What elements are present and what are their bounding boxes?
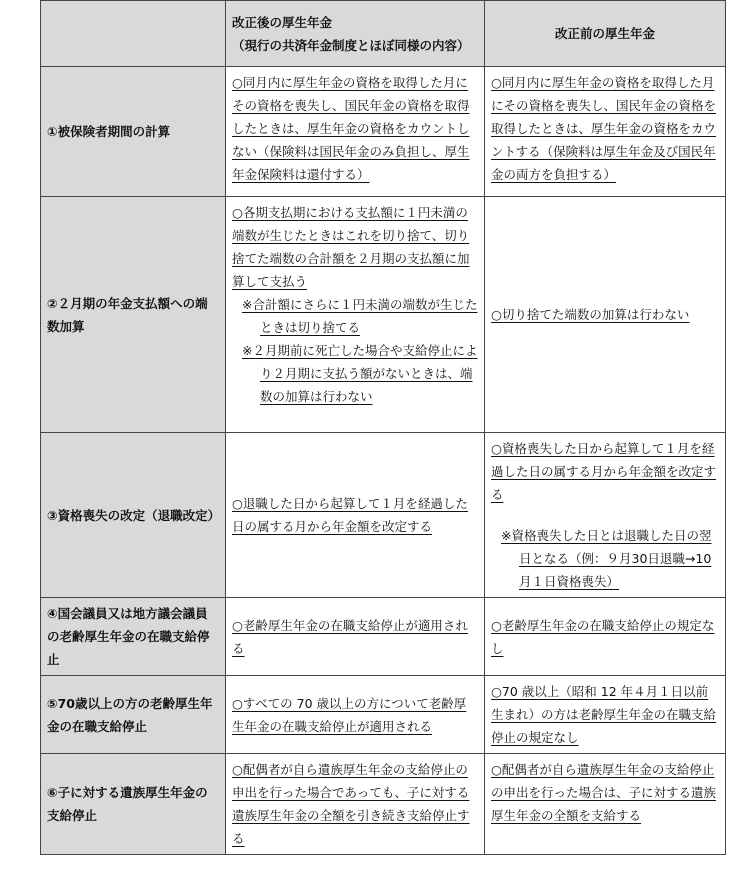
row-before-text: ○配偶者が自ら遺族厚生年金の支給停止の申出を行った場合は、子に対する遺族厚生年金の全額を支給する	[491, 762, 717, 823]
header-after-title: 改正後の厚生年金	[232, 14, 333, 30]
row-label: ⑥子に対する遺族厚生年金の支給停止	[41, 754, 226, 855]
row-after-text: ○同月内に厚生年金の資格を取得した月に その資格を喪失し、国民年金の資格を取得したときは、厚生年金の資格をカウントしない（保険料は国民年金のみ負担し、厚生年金保険料は還付する）	[232, 75, 470, 182]
table-row	[41, 676, 726, 754]
row-label: ③資格喪失の改定（退職改定）	[41, 433, 226, 598]
row-label: ②２月期の年金支払額への端数加算	[41, 197, 226, 433]
row-before-text: ○同月内に厚生年金の資格を取得した月にその資格を喪失し、国民年金の資格を取得したときは、厚生年金の資格をカウントする（保険料は厚生年金及び国民年金の両方を負担する）	[491, 75, 717, 182]
row-before	[485, 197, 726, 433]
row-before-text: ○老齢厚生年金の在職支給停止の規定なし	[491, 617, 715, 656]
header-corner	[41, 1, 226, 67]
header-before: 改正前の厚生年金	[485, 1, 726, 67]
comparison-table	[40, 0, 726, 855]
header-after	[226, 1, 485, 67]
row-label: ⑤70歳以上の方の老齢厚生年金の在職支給停止	[41, 676, 226, 754]
row-label: ①被保険者期間の計算	[41, 67, 226, 197]
header-after-sub: （現行の共済年金制度とほぼ同様の内容）	[232, 37, 470, 53]
row-after-text: ○各期支払期における支払額に１円未満の端数が生じたときはこれを切り捨て、切り捨てた端数の合計額を２月期の支払額に加算して支払う	[232, 205, 470, 289]
table-row	[41, 197, 726, 433]
table-row	[41, 754, 726, 855]
table-row	[41, 67, 726, 197]
row-before-text: ○資格喪失した日から起算して１月を経過した日の属する月から年金額を改定する	[491, 441, 717, 502]
row-after-text: ○退職した日から起算して１月を経過した日の属する月から年金額を改定する	[232, 496, 468, 534]
row-after-text: ○配偶者が自ら遺族厚生年金の支給停止の申出を行った場合であっても、子に対する遺族厚生年金の全額を引き続き支給停止する	[232, 762, 470, 846]
row-after	[226, 433, 485, 598]
row-before	[485, 754, 726, 855]
row-after-note: ※合計額にさらに１円未満の端数が生じたときは切り捨てる	[242, 297, 478, 335]
row-before	[485, 67, 726, 197]
row-after	[226, 197, 485, 433]
row-after	[226, 67, 485, 197]
row-after	[226, 676, 485, 754]
row-before	[485, 433, 726, 598]
row-after	[226, 754, 485, 855]
row-before	[485, 676, 726, 754]
row-after	[226, 598, 485, 676]
row-after-text: ○すべての 70 歳以上の方について老齢厚生年金の在職支給停止が適用される	[232, 695, 467, 734]
row-after-text: ○老齢厚生年金の在職支給停止が適用される	[232, 617, 468, 656]
row-before-text: ○切り捨てた端数の加算は行わない	[491, 307, 690, 322]
table-row	[41, 433, 726, 598]
row-after-note: ※２月期前に死亡した場合や支給停止により２月期に支払う額がないときは、端数の加算は行わない	[242, 343, 478, 404]
row-before-text: ○70 歳以上（昭和 12 年４月１日以前生まれ）の方は老齢厚生年金の在職支給停止の規定なし	[491, 684, 717, 745]
row-before-note: ※資格喪失した日とは退職した日の翌日となる（例：９月30日退職→10月１日資格喪失）	[501, 528, 712, 589]
row-label: ④国会議員又は地方議会議員の老齢厚生年金の在職支給停止	[41, 598, 226, 676]
row-before	[485, 598, 726, 676]
table-row	[41, 598, 726, 676]
header-row	[41, 1, 726, 67]
